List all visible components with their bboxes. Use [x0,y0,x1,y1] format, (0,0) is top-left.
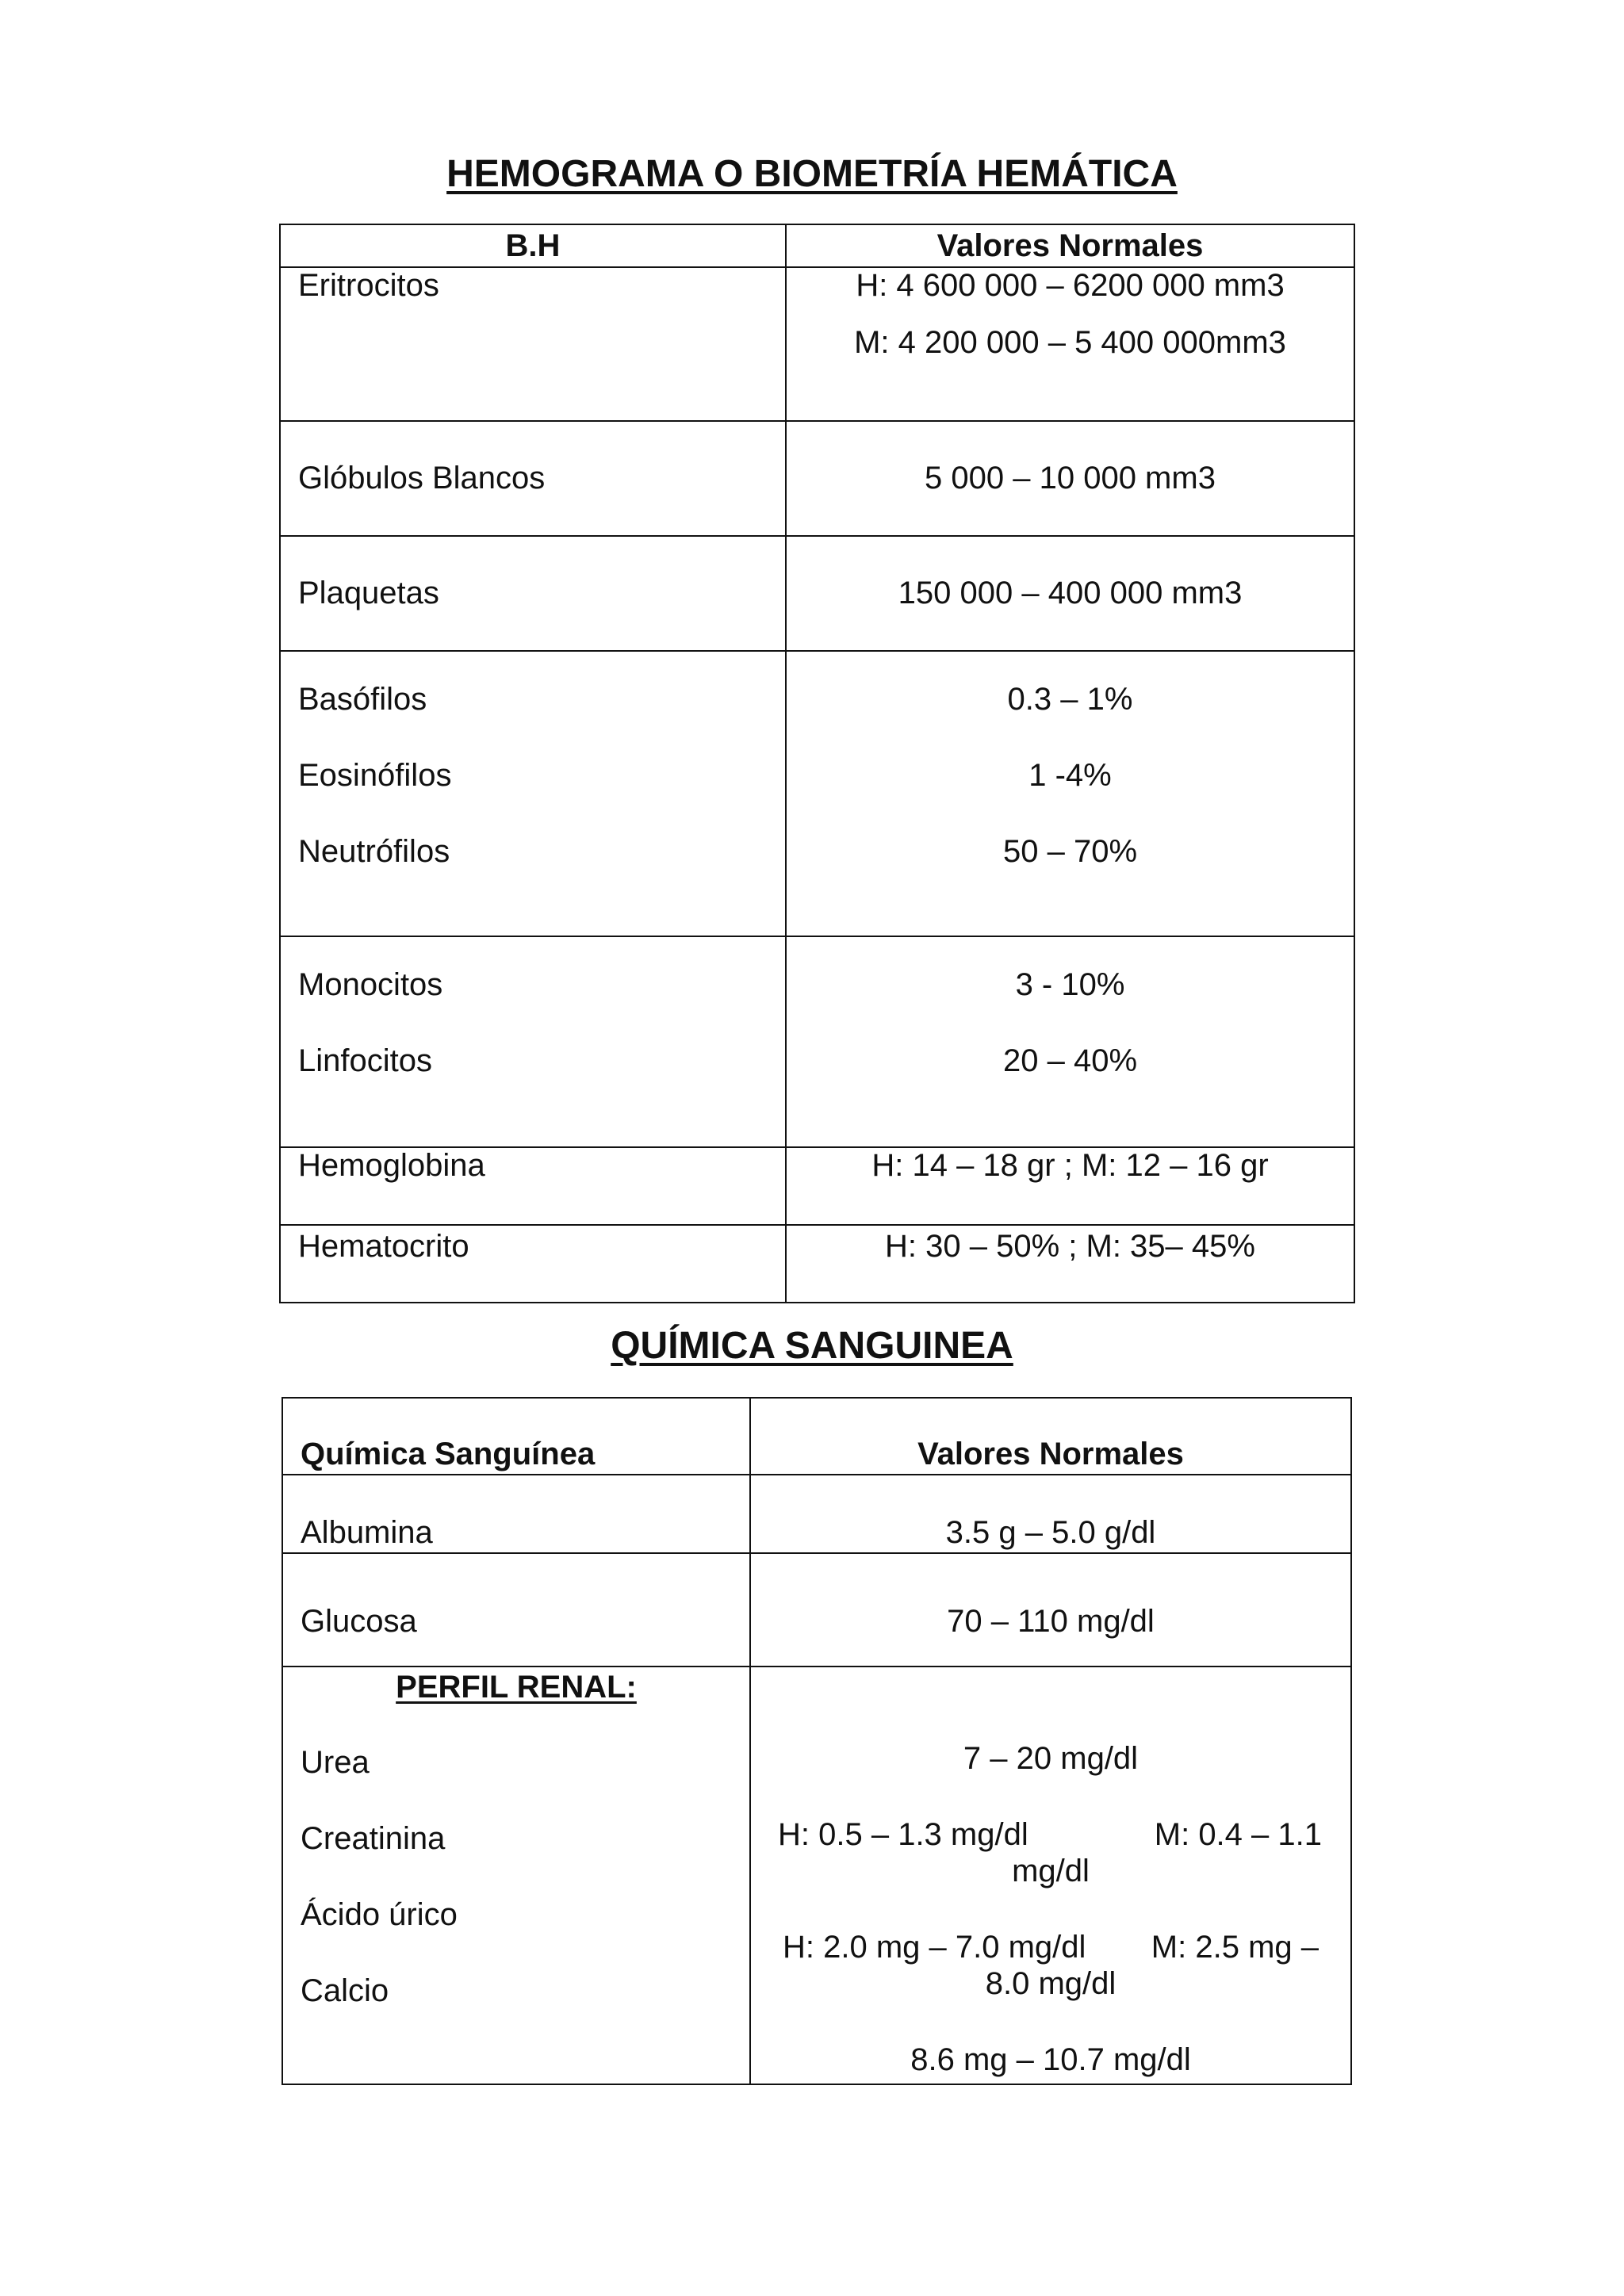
value-eosinofilos: 1 -4% [1028,758,1112,793]
value-calcio: 8.6 mg – 10.7 mg/dl [910,2042,1191,2077]
value-urea: 7 – 20 mg/dl [963,1741,1139,1776]
column-header-valores: Valores Normales [786,224,1354,267]
hemograma-table [279,224,1355,1303]
table-row-agranulocitos [280,936,1354,1147]
value-acido-urico-h: H: 2.0 mg – 7.0 mg/dl [783,1930,1086,1965]
label-glucosa: Glucosa [301,1604,417,1639]
table-row-albumina [282,1475,1351,1553]
value-creatinina-m: M: 0.4 – 1.1 [1154,1817,1322,1852]
label-plaquetas: Plaquetas [298,576,439,610]
value-acido-urico-m: M: 2.5 mg – [1151,1930,1319,1965]
value-hematocrito: H: 30 – 50% ; M: 35– 45% [885,1229,1255,1264]
hemograma-title: HEMOGRAMA O BIOMETRÍA HEMÁTICA [446,153,1178,195]
value-globulos-blancos: 5 000 – 10 000 mm3 [925,461,1216,496]
value-monocitos: 3 - 10% [1015,967,1125,1002]
label-hemoglobina: Hemoglobina [298,1148,485,1183]
label-eosinofilos: Eosinófilos [298,758,452,793]
perfil-renal-heading: PERFIL RENAL: [396,1670,637,1705]
label-acido-urico: Ácido úrico [301,1897,458,1932]
table-row-hematocrito [280,1225,1354,1303]
table-row-granulocitos [280,651,1354,936]
table-header-row [282,1398,1351,1475]
value-basofilos: 0.3 – 1% [1007,682,1133,717]
label-albumina: Albumina [301,1515,433,1550]
value-creatinina-unit: mg/dl [1012,1854,1090,1888]
label-hematocrito: Hematocrito [298,1229,469,1264]
label-neutrofilos: Neutrófilos [298,834,450,869]
value-linfocitos: 20 – 40% [1002,1043,1138,1078]
column-header-bh: B.H [280,224,786,267]
value-glucosa: 70 – 110 mg/dl [947,1604,1155,1639]
value-hemoglobina: H: 14 – 18 gr ; M: 12 – 16 gr [871,1148,1269,1183]
table-row-perfil-renal [282,1667,1351,2084]
value-albumina: 3.5 g – 5.0 g/dl [945,1515,1156,1550]
value-plaquetas: 150 000 – 400 000 mm3 [898,576,1243,610]
table-row-glucosa [282,1553,1351,1667]
value-acido-urico-unit: 8.0 mg/dl [985,1966,1116,2001]
value-eritrocitos-m: M: 4 200 000 – 5 400 000mm3 [854,325,1286,360]
column-header-quimica: Química Sanguínea [301,1437,596,1471]
table-row-eritrocitos [280,267,1354,421]
value-eritrocitos-h: H: 4 600 000 – 6200 000 mm3 [856,268,1285,303]
label-eritrocitos: Eritrocitos [298,268,439,303]
label-urea: Urea [301,1745,370,1780]
label-creatinina: Creatinina [301,1821,446,1856]
label-globulos-blancos: Glóbulos Blancos [298,461,546,496]
quimica-table [282,1397,1352,2085]
label-monocitos: Monocitos [298,967,443,1002]
label-basofilos: Basófilos [298,682,427,717]
table-row-globulos [280,421,1354,536]
table-row-plaquetas [280,536,1354,651]
table-row-hemoglobina [280,1147,1354,1225]
table-header-row [280,224,1354,267]
quimica-title: QUÍMICA SANGUINEA [611,1325,1013,1367]
value-neutrofilos: 50 – 70% [1002,834,1138,869]
value-creatinina-h: H: 0.5 – 1.3 mg/dl [778,1817,1028,1852]
column-header-valores: Valores Normales [917,1437,1184,1471]
label-linfocitos: Linfocitos [298,1043,432,1078]
label-calcio: Calcio [301,1973,389,2008]
